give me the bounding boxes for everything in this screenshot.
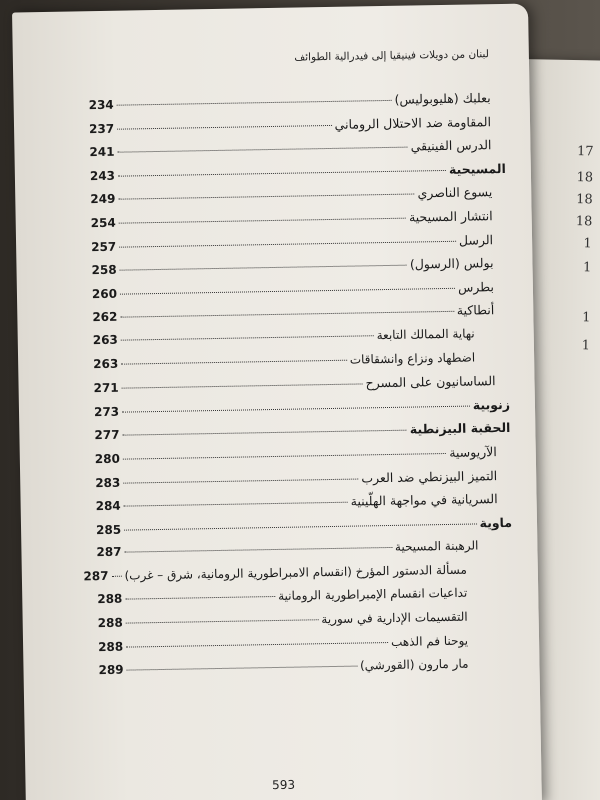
leader-dots [125,596,275,600]
leader-dots [124,502,348,507]
toc-entry-title: السريانية في مواجهة الهلّينية [350,491,498,509]
toc-entry-title: تداعيات انقسام الإمبراطورية الرومانية [278,586,468,604]
leader-dots [124,523,476,530]
leader-dots [122,430,406,436]
toc-entry-title: بطرس [457,278,495,295]
toc-entry-title: التقسيمات الإدارية في سورية [321,609,468,627]
toc-entry-page: 262 [92,310,118,325]
leader-dots [120,265,407,271]
leader-dots [123,453,446,460]
toc-entry-page: 288 [97,639,124,654]
table-of-contents [83,90,515,687]
toc-entry-title: نهاية الممالك التابعة [376,326,475,343]
toc-entry-title: زنوبية [472,396,511,413]
leader-dots [121,359,347,364]
toc-entry-title: بعلبك (هليوبوليس) [394,90,491,107]
toc-entry-page: 271 [93,380,119,396]
toc-entry-title: مسألة الدستور المؤرخ (انقسام الامبراطورية الرومانية، شرق – غرب) [124,562,467,583]
leader-dots [118,147,408,153]
leader-dots [118,194,414,200]
toc-entry-page: 280 [94,451,121,467]
toc-entry-title: الرهبنة المسيحية [394,538,479,555]
toc-entry-page: 243 [89,168,116,183]
toc-entry-page: 249 [90,192,116,207]
toc-entry-page: 257 [91,239,117,254]
leader-dots [125,547,392,553]
toc-entry-title: مار مارون (القورشي) [359,656,469,673]
leader-dots [120,311,453,318]
toc-entry-page: 288 [97,615,123,631]
toc-entry-page: 241 [89,144,115,160]
running-head: لبنان من دويلات فينيقيا إلى فيدرالية الطوائف [294,48,489,64]
toc-entry-page: 289 [98,662,124,678]
toc-entry-title: انتشار المسيحية [408,208,493,225]
toc-entry-page: 285 [95,522,122,537]
leader-dots [122,405,470,412]
toc-entry-title: الرسل [458,231,494,248]
toc-entry-page: 277 [94,428,120,443]
toc-entry-title: الدرس الفينيقي [410,137,492,154]
leader-dots [126,619,319,623]
toc-entry-page: 263 [92,332,118,348]
toc-entry-title: ماوية [479,514,513,531]
leader-dots [112,576,122,577]
toc-entry-title: يوحنا فم الذهب [390,633,469,649]
toc-entry-page: 284 [95,498,121,514]
toc-entry-title: المسيحية [448,160,506,177]
toc-entry-page: 258 [91,262,117,278]
toc-entry-page: 260 [91,286,118,301]
toc-entry-title: الآريوسية [449,444,497,460]
toc-entry-page: 283 [95,475,121,490]
edge-number: 18 [576,170,594,186]
leader-dots [123,478,358,483]
toc-entry-title: الحقبة البيزنطية [409,420,511,437]
toc-entry-title: التميز البيزنطي ضد العرب [361,467,498,485]
toc-entry-page: 287 [96,544,122,560]
leader-dots [117,125,331,130]
toc-entry-page: 273 [93,404,120,419]
toc-entry-title: أنطاكية [456,302,495,319]
toc-entry-page: 234 [88,97,114,113]
toc-entry-title: المقاومة ضد الاحتلال الروماني [334,113,492,132]
edge-number: 1 [582,260,592,276]
leader-dots [117,100,392,106]
edge-number: 18 [575,214,593,230]
leader-dots [126,642,388,648]
toc-entry-page: 237 [88,121,115,136]
toc-entry-title: يسوع الناصري [417,184,493,201]
leader-dots [118,170,446,177]
leader-dots [119,218,406,224]
edge-number: 18 [576,192,593,208]
edge-number: 17 [576,144,594,160]
toc-entry-title: اضطهاد ونزاع وانشقاقات [349,350,476,367]
toc-entry-page: 254 [90,215,116,231]
edge-number: 1 [583,236,592,252]
toc-entry-page: 287 [83,568,109,584]
toc-entry-title: بولس (الرسول) [409,255,494,272]
edge-number: 1 [582,310,591,326]
leader-dots [119,240,456,247]
leader-dots [122,384,363,389]
edge-number: 1 [581,338,591,354]
book-page [12,3,542,800]
leader-dots [121,335,374,340]
leader-dots [120,288,455,295]
page-number: 593 [271,777,296,793]
toc-entry-title: الساسانيون على المسرح [365,373,496,391]
leader-dots [127,666,357,671]
toc-entry-page: 288 [97,592,123,607]
toc-entry-page: 263 [93,356,119,371]
